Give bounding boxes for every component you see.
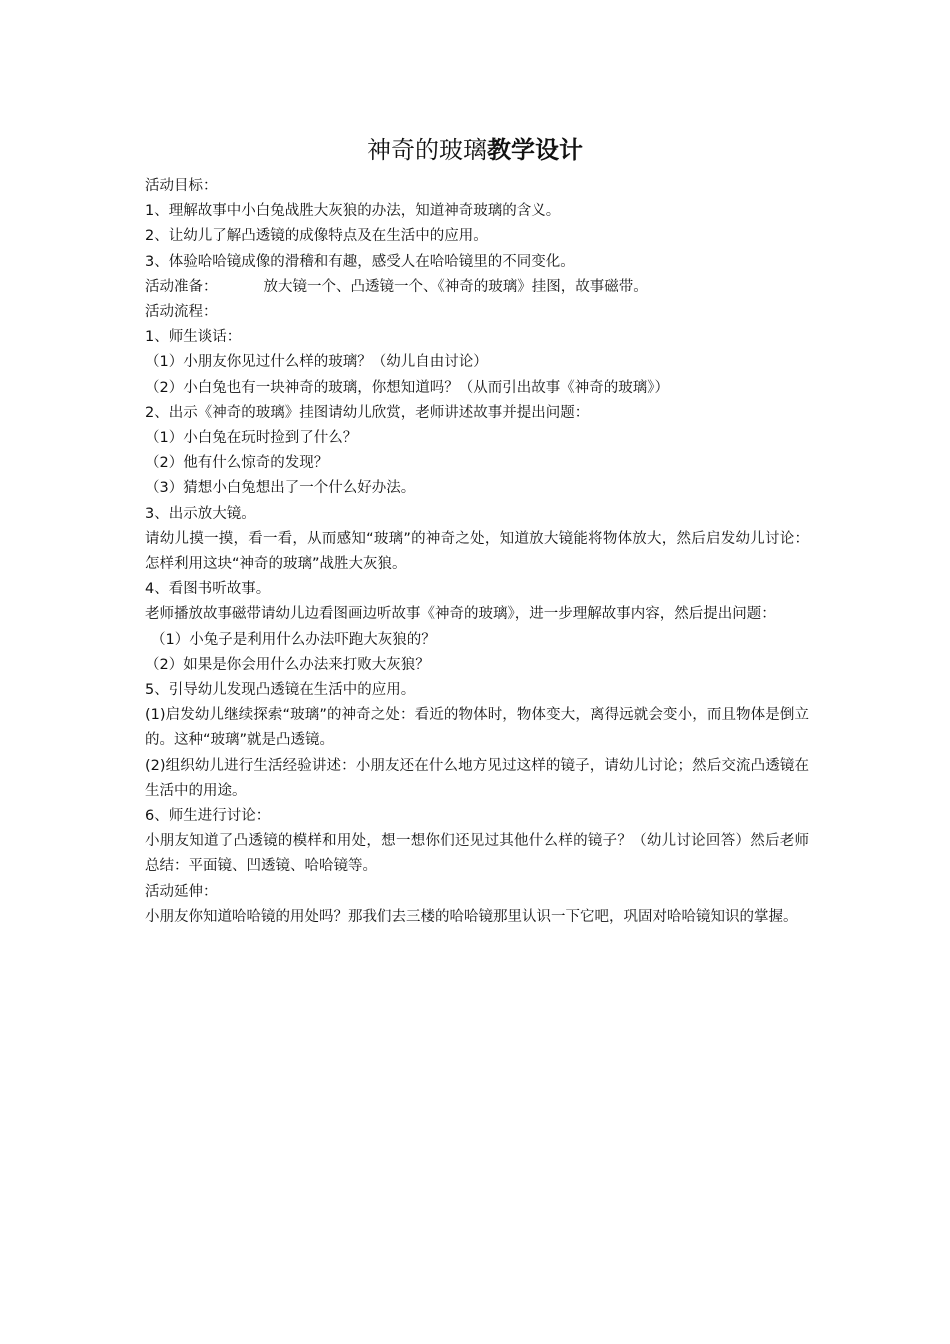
step4-item: （1）小兔子是利用什么办法吓跑大灰狼的？: [151, 631, 436, 648]
prep-text: 放大镜一个、凸透镜一个、《神奇的玻璃》挂图，故事磁带。: [263, 278, 648, 295]
step1-item: （2）小白兔也有一块神奇的玻璃，你想知道吗？（从而引出故事《神奇的玻璃》）: [145, 379, 669, 396]
goals-heading: 活动目标：: [145, 178, 218, 194]
step5-item: (2)组织幼儿进行生活经验讲述：小朋友还在什么地方见过这样的镜子，请幼儿讨论；然后交流凸透镜在生活中的用途。: [145, 757, 809, 799]
step3-heading: 3、出示放大镜。: [145, 505, 256, 522]
goal-item: 2、让幼儿了解凸透镜的成像特点及在生活中的应用。: [145, 228, 488, 245]
flow-heading: 活动流程：: [145, 304, 218, 321]
step3-paragraph: 请幼儿摸一摸，看一看，从而感知“玻璃”的神奇之处，知道放大镜能将物体放大，然后启发幼儿讨论：怎样利用这块“神奇的玻璃”战胜大灰狼。: [145, 530, 809, 573]
step4-item: （2）如果是你会用什么办法来打败大灰狼？: [145, 656, 430, 673]
step1-item: （1）小朋友你见过什么样的玻璃？（幼儿自由讨论）: [145, 354, 488, 371]
goal-item: 1、理解故事中小白兔战胜大灰狼的办法，知道神奇玻璃的含义。: [145, 203, 561, 220]
step2-item: （3）猜想小白兔想出了一个什么好办法。: [145, 480, 416, 497]
step5-heading: 5、引导幼儿发现凸透镜在生活中的应用。: [145, 682, 416, 699]
title-part-bold: 教学设计: [487, 136, 583, 164]
step2-item: （2）他有什么惊奇的发现？: [145, 455, 329, 472]
prep-line: [145, 275, 809, 300]
prep-label: 活动准备：: [145, 278, 218, 295]
step2-heading: 2、出示《神奇的玻璃》挂图请幼儿欣赏，老师讲述故事并提出问题：: [145, 404, 590, 421]
goal-item: 3、体验哈哈镜成像的滑稽和有趣，感受人在哈哈镜里的不同变化。: [145, 253, 575, 270]
step2-item: （1）小白兔在玩时捡到了什么？: [145, 430, 358, 447]
document-title: [0, 133, 950, 167]
extension-paragraph: 小朋友你知道哈哈镜的用处吗？那我们去三楼的哈哈镜那里认识一下它吧，巩固对哈哈镜知识的掌握。: [145, 908, 798, 925]
title-part-regular: 神奇的玻璃: [367, 136, 487, 164]
document-body: [145, 174, 809, 930]
step4-heading: 4、看图书听故事。: [145, 581, 271, 598]
step4-paragraph: 老师播放故事磁带请幼儿边看图画边听故事《神奇的玻璃》，进一步理解故事内容，然后提出问题：: [145, 606, 776, 623]
step6-paragraph: 小朋友知道了凸透镜的模样和用处，想一想你们还见过其他什么样的镜子？（幼儿讨论回答）然后老师总结：平面镜、凹透镜、哈哈镜等。: [145, 833, 809, 875]
step1-heading: 1、师生谈话：: [145, 329, 242, 346]
step5-item: (1)启发幼儿继续探索“玻璃”的神奇之处：看近的物体时，物体变大，离得远就会变小，而且物体是倒立的。这种“玻璃”就是凸透镜。: [145, 707, 809, 749]
extension-heading: 活动延伸：: [145, 883, 218, 900]
step6-heading: 6、师生进行讨论：: [145, 808, 271, 825]
